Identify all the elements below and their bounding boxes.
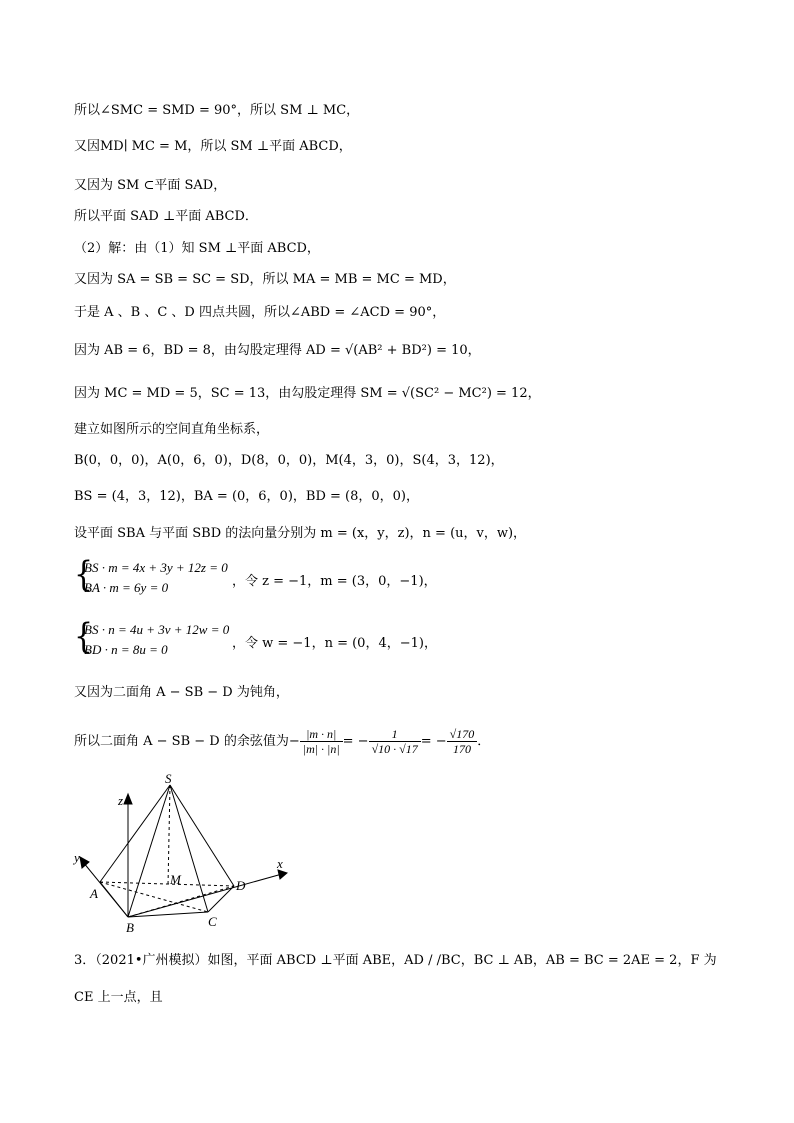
system1-row2: BA · m = 6y = 0 bbox=[84, 580, 169, 595]
label-A: A bbox=[90, 886, 98, 901]
equation-system-2 bbox=[74, 616, 494, 666]
system-brace: { bbox=[74, 554, 94, 596]
system2-row2: BD · n = 8u = 0 bbox=[84, 642, 168, 657]
label-M: M bbox=[170, 872, 181, 887]
text-line-5: （2）解：由（1）知 SM ⊥平面 ABCD， bbox=[74, 241, 320, 256]
pyramid-figure bbox=[60, 772, 300, 942]
edge-AD bbox=[100, 882, 234, 886]
edge-AB bbox=[100, 882, 128, 917]
period: ． bbox=[477, 734, 491, 749]
equation-system-1 bbox=[74, 554, 494, 604]
text-line-9: 因为 MC = MD = 5，SC = 13，由勾股定理得 SM = √(SC² − MC²) = 12， bbox=[74, 386, 541, 401]
fraction-1: $\frac{|m \cdot n|}{|m| \cdot |n|}$ bbox=[300, 727, 343, 756]
system-brace: { bbox=[74, 616, 94, 658]
cosine-prefix: 所以二面角 A − SB − D 的余弦值为 bbox=[74, 734, 289, 749]
label-y: y bbox=[74, 850, 80, 865]
text-line-7: 于是 A 、B 、C 、D 四点共圆，所以∠ABD = ∠ACD = 90°， bbox=[74, 305, 446, 320]
system1-tail: ，令 z = −1，m = (3，0，−1)， bbox=[232, 574, 437, 589]
text-line-8: 因为 AB = 6，BD = 8，由勾股定理得 AD = √(AB² + BD²) = 10， bbox=[74, 343, 481, 358]
text-line-2: 又因MD∣ MC = M，所以 SM ⊥平面 ABCD， bbox=[74, 139, 352, 154]
problem3-line2: CE 上一点，且 bbox=[74, 990, 163, 1005]
x-axis-arrow bbox=[278, 870, 287, 879]
problem3-line1: 3．（2021•广州模拟）如图，平面 ABCD ⊥平面 ABE，AD / /BC，BC ⊥ AB，AB = BC = 2AE = 2，F 为 bbox=[74, 953, 717, 968]
equals-2: = − bbox=[420, 734, 447, 749]
text-line-1: 所以∠SMC = SMD = 90°，所以 SM ⊥ MC， bbox=[74, 103, 360, 118]
text-line-4: 所以平面 SAD ⊥平面 ABCD． bbox=[74, 209, 258, 224]
fraction-2: $\frac{1}{√10 \cdot √17}$ bbox=[369, 727, 421, 756]
text-line-11: B(0，0，0)，A(0，6，0)，D(8，0，0)，M(4，3，0)，S(4，3，12)， bbox=[74, 453, 504, 468]
text-line-6: 又因为 SA = SB = SC = SD，所以 MA = MB = MC = MD， bbox=[74, 272, 456, 287]
edge-SA bbox=[100, 785, 170, 882]
edge-SB bbox=[128, 785, 170, 917]
label-D: D bbox=[236, 878, 246, 893]
label-C: C bbox=[208, 914, 217, 929]
text-line-13: 设平面 SBA 与平面 SBD 的法向量分别为 m = (x，y，z)，n = (u，v，w)， bbox=[74, 526, 527, 541]
text-line-10: 建立如图所示的空间直角坐标系， bbox=[74, 422, 270, 437]
label-B: B bbox=[126, 920, 134, 935]
system2-tail: ，令 w = −1，n = (0，4，−1)， bbox=[232, 636, 437, 651]
text-line-14: 又因为二面角 A − SB − D 为钝角， bbox=[74, 685, 289, 700]
edge-SM bbox=[168, 785, 170, 886]
text-line-12: BS = (4，3，12)，BA = (0，6，0)，BD = (8，0，0)， bbox=[74, 489, 419, 504]
label-z: z bbox=[118, 793, 124, 808]
edge-SC bbox=[170, 785, 208, 912]
y-axis-arrow bbox=[80, 857, 89, 868]
label-S: S bbox=[165, 772, 172, 786]
label-x: x bbox=[277, 856, 283, 871]
cosine-line: 所以二面角 A − SB − D 的余弦值为− $\frac{|m \cdot n|}{|m| \cdot |n|}$ = − $\frac{1}{√10 \cdot √17}$ = − $\frac{√170}{170}$ ． bbox=[74, 727, 491, 756]
equals-1: = − bbox=[342, 734, 369, 749]
text-line-3: 又因为 SM ⊂平面 SAD， bbox=[74, 178, 227, 193]
z-axis-arrow bbox=[124, 794, 132, 804]
x-axis bbox=[128, 874, 282, 917]
system2-row1: BS · n = 4u + 3v + 12w = 0 bbox=[84, 622, 230, 637]
edge-SD bbox=[170, 785, 234, 886]
edge-BC bbox=[128, 912, 208, 917]
edge-AC bbox=[100, 882, 208, 912]
fraction-3: $\frac{√170}{170}$ bbox=[447, 727, 478, 756]
system1-row1: BS · m = 4x + 3y + 12z = 0 bbox=[84, 560, 228, 575]
